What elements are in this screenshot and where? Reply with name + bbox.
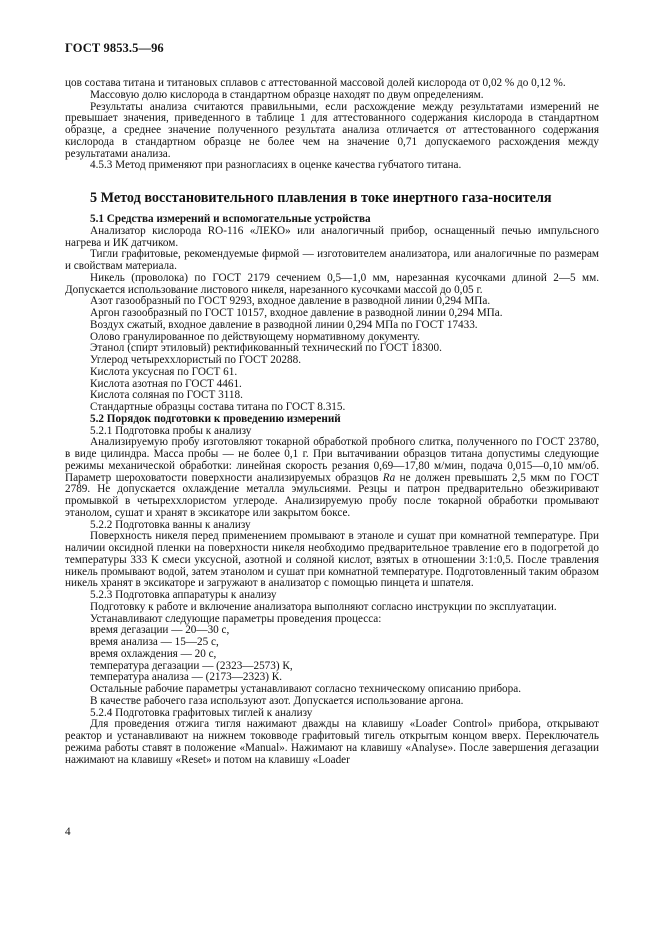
paragraph: Подготовку к работе и включение анализатора выполняют согласно инструкции по эксплуатации.	[90, 600, 557, 613]
document-header: ГОСТ 9853.5—96	[65, 41, 164, 55]
param-item: время дегазации — 20—30 с,	[90, 624, 230, 637]
section-5-heading: 5 Метод восстановительного плавления в токе инертного газа-носителя	[90, 190, 552, 206]
paragraph: цов состава титана и титановых сплавов с аттестованной массовой долей кислорода от 0,02 % до 0,12 %.	[65, 77, 566, 89]
text-run: Анализируемую пробу изготовляют токарной обработкой пробного слитка, полученного по ГОСТ 23780, в виде цилиндра. Масса пробы — не более 0,1 г. При вытачивании образцов титана допустимы следующие режимы механической обработки: линейная скорость резания 0,69—17,80 м/мин, подача 0,015—0,10 мм/об. Параметр шероховатости поверхности анализируемых образцов	[65, 436, 599, 484]
paragraph: В качестве рабочего газа используют азот. Допускается использование аргона.	[90, 694, 464, 707]
list-item: Углерод четыреххлористый по ГОСТ 20288.	[90, 354, 302, 366]
roughness-symbol: Ra	[382, 471, 396, 484]
paragraph	[65, 437, 599, 519]
section-5-2-heading: 5.2 Порядок подготовки к проведению измерений	[90, 412, 341, 425]
list-item: Анализатор кислорода RO-116 «ЛЕКО» или аналогичный прибор, оснащенный печью импульсного нагрева и ИК датчиком.	[65, 224, 599, 249]
list-item: Стандартные образцы состава титана по ГОСТ 8.315.	[90, 401, 346, 413]
subsection-5-2-2-heading: 5.2.2 Подготовка ванны к анализу	[90, 518, 251, 531]
paragraph: Устанавливают следующие параметры проведения процесса:	[90, 612, 382, 625]
subsection-5-2-3-heading: 5.2.3 Подготовка аппаратуры к анализу	[90, 589, 277, 601]
list-item: Азот газообразный по ГОСТ 9293, входное давление в разводной линии 0,294 МПа.	[90, 295, 491, 308]
list-item: Кислота соляная по ГОСТ 3118.	[90, 389, 243, 402]
list-item: Кислота уксусная по ГОСТ 61.	[90, 365, 238, 378]
param-item: температура анализа — (2173—2323) К.	[90, 671, 283, 684]
param-item: время анализа — 15—25 с,	[90, 636, 219, 648]
paragraph: Остальные рабочие параметры устанавливают согласно техническому описанию прибора.	[90, 683, 521, 695]
param-item: температура дегазации — (2323—2573) К,	[90, 659, 293, 672]
paragraph: Результаты анализа считаются правильными, если расхождение между результатами измерений не превышает значения, приведенного в таблице 1 для аттестованного содержания кислорода в стандартном образце, а среднее значение полученного результата анализа отличается от аттестованного содержания кислорода в стандартном образце не более чем на значение 0,71 допускаемого расхождения между результатами анализа.	[65, 100, 599, 160]
list-item: Воздух сжатый, входное давление в разводной линии 0,294 МПа по ГОСТ 17433.	[90, 318, 478, 331]
param-item: время охлаждения — 20 с,	[90, 647, 217, 660]
list-item: Аргон газообразный по ГОСТ 10157, входное давление в разводной линии 0,294 МПа.	[90, 307, 503, 319]
list-item: Кислота азотная по ГОСТ 4461.	[90, 377, 242, 390]
paragraph: 4.5.3 Метод применяют при разногласиях в оценке качества губчатого титана.	[90, 159, 462, 172]
paragraph: Массовую долю кислорода в стандартном образце находят по двум определениям.	[90, 88, 484, 101]
text-run: не должен превышать 2,5 мкм по ГОСТ 2789. Не допускается охлаждение металла эмульсиями. Резцы и патрон предварительно обезжиривают промывкой в четыреххлористом углероде. Анализируемую пробу после токарной обработки промывают этанолом, сушат и хранят в эксикаторе или закрытом боксе.	[65, 471, 599, 519]
subsection-5-2-4-heading: 5.2.4 Подготовка графитовых тиглей к анализу	[90, 706, 313, 719]
list-item: Этанол (спирт этиловый) ректификованный технический по ГОСТ 18300.	[90, 342, 442, 355]
document-body	[65, 78, 599, 766]
section-5-1-heading: 5.1 Средства измерений и вспомогательные устройства	[90, 213, 371, 225]
subsection-5-2-1-heading: 5.2.1 Подготовка пробы к анализу	[90, 424, 252, 437]
paragraph: Поверхность никеля перед применением промывают в этаноле и сушат при комнатной температуре. При наличии оксидной пленки на поверхности никеля необходимо предварительное травление его в подогретой до температуры 333 К смеси уксусной, азотной и соляной кислот, взятых в отношении 3:1:0,5. После травления никель промывают водой, затем этанолом и сушат при комнатной температуре. Подготовленный таким образом никель хранят в эксикаторе и загружают в анализатор с помощью пинцета и шпателя.	[65, 530, 599, 590]
paragraph: Для проведения отжига тигля нажимают дважды на клавишу «Loader Control» прибора, открывают реактор и устанавливают на нижнем токовводе графитовый тигель открытым концом вверх. Переключатель режима работы ставят в положение «Manual». Нажимают на клавишу «Analyse». После завершения дегазации нажимают на клавишу «Reset» и потом на клавишу «Loader	[65, 718, 599, 766]
list-item: Никель (проволока) по ГОСТ 2179 сечением 0,5—1,0 мм, нарезанная кусочками длиной 2—5 мм. Допускается использование листового никеля, нарезанного кусочками массой до 0,05 г.	[65, 271, 599, 296]
list-item: Тигли графитовые, рекомендуемые фирмой — изготовителем анализатора, или аналогичные по размерам и свойствам материала.	[65, 248, 599, 272]
page-number: 4	[65, 826, 71, 838]
list-item: Олово гранулированное по действующему нормативному документу.	[90, 330, 420, 343]
